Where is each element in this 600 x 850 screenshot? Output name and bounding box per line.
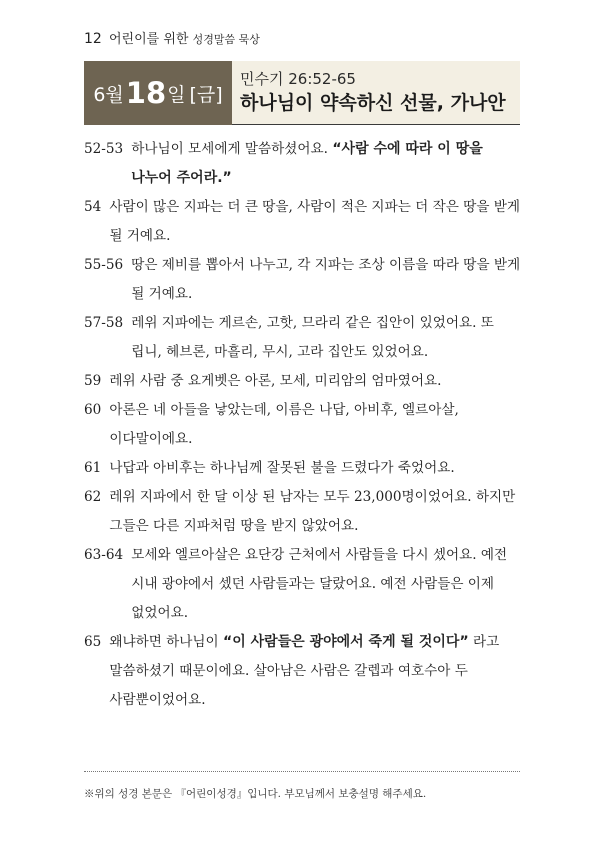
verse bbox=[84, 396, 524, 454]
verse-number: 63-64 bbox=[84, 547, 124, 563]
verse bbox=[84, 541, 524, 628]
verse-body-continued: 라고 말씀하셨기 때문이에요. 살아남은 사람은 갈렙과 여호수아 두 사람뿐이었어요. bbox=[109, 634, 500, 708]
verse bbox=[84, 367, 524, 396]
verse-text: 땅은 제비를 뽑아서 나누고, 각 지파는 조상 이름을 따라 땅을 받게 될 거예요. bbox=[131, 257, 521, 302]
verse-body: 왜냐하면 하나님이 bbox=[109, 634, 219, 650]
verse-number: 62 bbox=[84, 489, 102, 505]
verse-text bbox=[109, 628, 524, 715]
verse-number: 57-58 bbox=[84, 315, 124, 331]
date-month: 6월 bbox=[93, 83, 124, 106]
verse-number: 61 bbox=[84, 460, 102, 476]
page-number: 12 bbox=[84, 31, 102, 47]
title-panel bbox=[232, 61, 520, 124]
verse bbox=[84, 309, 524, 367]
verse-text bbox=[131, 135, 524, 193]
verse bbox=[84, 193, 524, 251]
verse-number: 59 bbox=[84, 373, 102, 389]
footnote: ※위의 성경 본문은 『어린이성경』입니다. 부모님께서 보충설명 해주세요. bbox=[84, 788, 427, 800]
verse bbox=[84, 454, 524, 483]
verse-text: 레위 지파에서 한 달 이상 된 남자는 모두 23,000명이었어요. 하지만 그들은 다른 지파처럼 땅을 받지 않았어요. bbox=[109, 489, 516, 534]
verse bbox=[84, 135, 524, 193]
verse-body: 하나님이 모세에게 말씀하셨어요. bbox=[131, 141, 329, 157]
verse-text: 레위 사람 중 요게벳은 아론, 모세, 미리암의 엄마였어요. bbox=[109, 373, 442, 389]
verse-number: 52-53 bbox=[84, 141, 124, 157]
verse-text: 레위 지파에는 게르손, 고핫, 므라리 같은 집안이 있었어요. 또 립니, 헤브론, 마흘리, 무시, 고라 집안도 있었어요. bbox=[131, 315, 494, 360]
verse-quote: “이 사람들은 광야에서 죽게 될 것이다” bbox=[223, 634, 469, 650]
verse bbox=[84, 628, 524, 715]
book-subtitle: 성경말씀 묵상 bbox=[192, 33, 260, 46]
verse-text: 나답과 아비후는 하나님께 잘못된 불을 드렸다가 죽었어요. bbox=[109, 460, 455, 476]
verse-list bbox=[84, 135, 524, 715]
page-title: 하나님이 약속하신 선물, 가나안 bbox=[240, 92, 506, 114]
verse-number: 54 bbox=[84, 199, 102, 215]
verse bbox=[84, 483, 524, 541]
date-day-suffix: 일 bbox=[167, 83, 186, 106]
date-weekday: [금] bbox=[189, 83, 223, 106]
verse-quote: “사람 수에 따라 이 땅을 나누어 주어라.” bbox=[131, 141, 483, 186]
verse-text: 모세와 엘르아살은 요단강 근처에서 사람들을 다시 셌어요. 예전 시내 광야에서 셌던 사람들과는 달랐어요. 예전 사람들은 이제 없었어요. bbox=[131, 547, 508, 621]
book-title: 어린이를 위한 bbox=[108, 32, 189, 47]
verse-number: 55-56 bbox=[84, 257, 124, 273]
date-day: 18 bbox=[125, 76, 167, 110]
devotion-title-block bbox=[84, 61, 520, 125]
verse-text: 아론은 네 아들을 낳았는데, 이름은 나답, 아비후, 엘르아살, 이다말이에요. bbox=[109, 402, 459, 447]
date-badge bbox=[84, 61, 232, 125]
running-header bbox=[84, 28, 260, 47]
verse bbox=[84, 251, 524, 309]
scripture-reference: 민수기 26:52-65 bbox=[240, 70, 356, 88]
verse-text: 사람이 많은 지파는 더 큰 땅을, 사람이 적은 지파는 더 작은 땅을 받게 될 거예요. bbox=[109, 199, 521, 244]
verse-number: 60 bbox=[84, 402, 102, 418]
verse-number: 65 bbox=[84, 634, 102, 650]
footer-divider bbox=[84, 771, 520, 772]
